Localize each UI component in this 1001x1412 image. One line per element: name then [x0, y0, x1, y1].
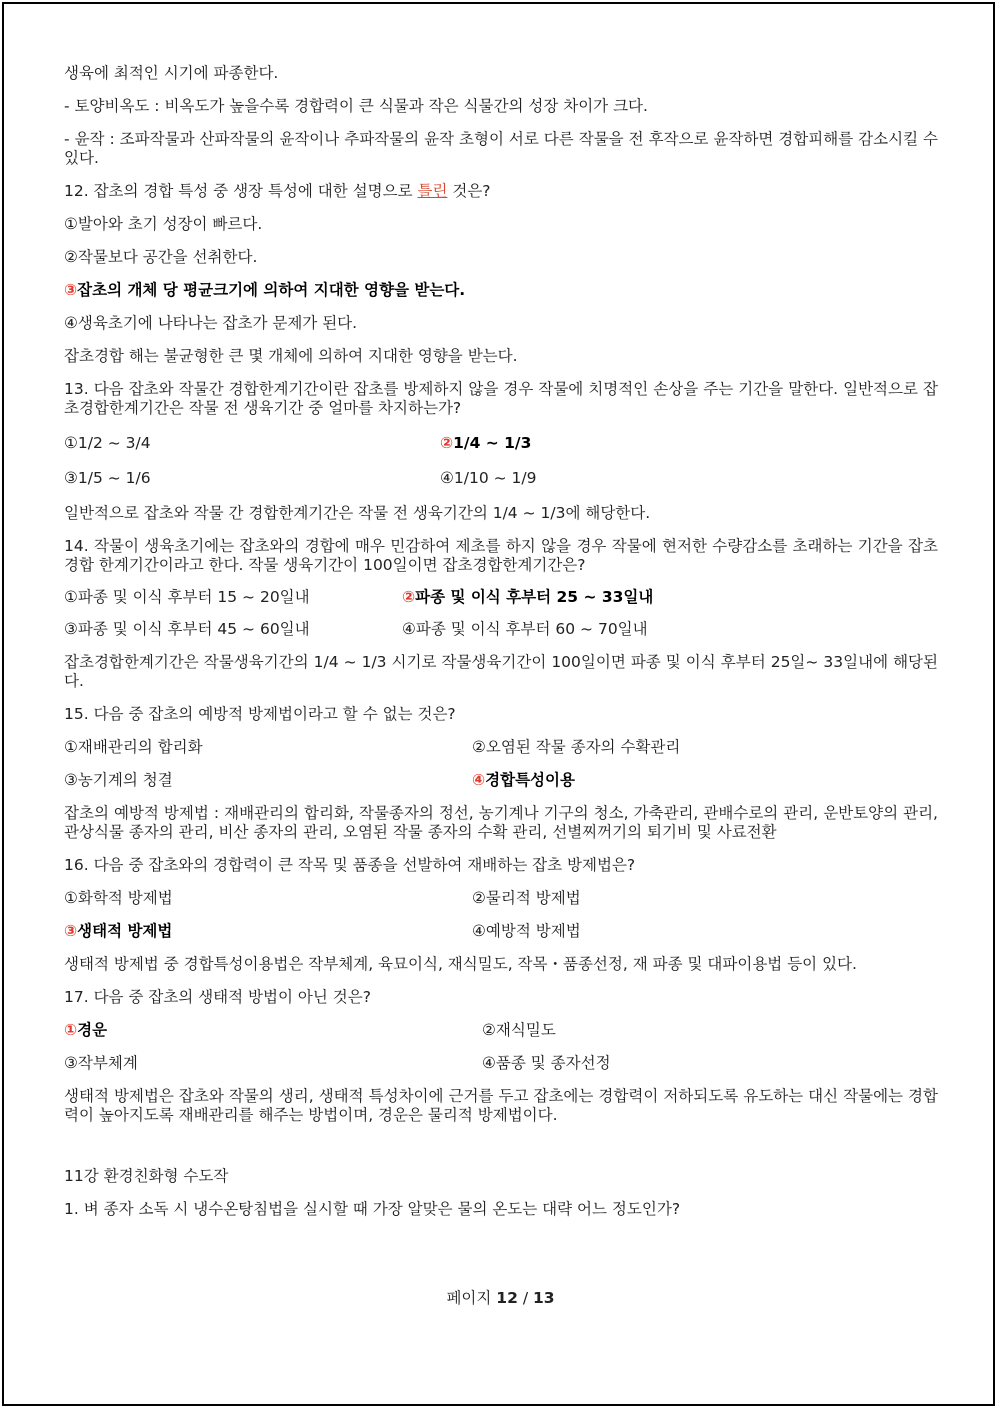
option-row [64, 620, 938, 639]
option-answer: ③생태적 방제법 [64, 922, 173, 940]
explanation: 잡초의 예방적 방제법 : 재배관리의 합리화, 작물종자의 정선, 농기계나 기구의 청소, 가축관리, 관배수로의 관리, 운반토양의 관리, 관상식물 종자의 관리, 비산 종자의 관리, 오염된 작물 종자의 수확 관리, 선별찌꺼기의 퇴기비 및 사료전환 [64, 804, 938, 841]
highlight-word: 틀린 [417, 182, 448, 200]
option-row [64, 922, 938, 941]
option-answer: ③잡초의 개체 당 평균크기에 의하여 지대한 영향을 받는다. [64, 281, 466, 299]
option: ④생육초기에 나타나는 잡초가 문제가 된다. [64, 314, 358, 332]
text-line: 생육에 최적인 시기에 파종한다. [64, 64, 279, 82]
section-title: 11강 환경친화형 수도작 [64, 1167, 229, 1185]
option: ①재배관리의 합리화 [64, 738, 203, 756]
question-1-stem: 1. 벼 종자 소독 시 냉수온탕침법을 실시할 때 가장 알맞은 물의 온도는 대략 어느 정도인가? [64, 1200, 681, 1218]
explanation: 잡초경합 해는 불균형한 큰 몇 개체에 의하여 지대한 영향을 받는다. [64, 347, 518, 365]
option: ④예방적 방제법 [472, 922, 581, 940]
option: ②물리적 방제법 [472, 889, 581, 907]
explanation: 생태적 방제법 중 경합특성이용법은 작부체계, 육묘이식, 재식밀도, 작목・품종선정, 재 파종 및 대파이용법 등이 있다. [64, 955, 857, 973]
question-12-stem: 12. 잡초의 경합 특성 중 생장 특성에 대한 설명으로 틀린 것은? [64, 182, 491, 200]
text-line: - 토양비옥도 : 비옥도가 높을수록 경합력이 큰 식물과 작은 식물간의 성장 차이가 크다. [64, 97, 648, 115]
option: ③농기계의 청결 [64, 771, 173, 789]
option-row [64, 889, 938, 908]
question-15-stem: 15. 다음 중 잡초의 예방적 방제법이라고 할 수 없는 것은? [64, 705, 456, 723]
explanation: 생태적 방제법은 잡초와 작물의 생리, 생태적 특성차이에 근거를 두고 잡초에는 경합력이 저하되도록 유도하는 대신 작물에는 경합력이 높아지도록 재배관리를 해주는 방법이며, 경운은 물리적 방제법이다. [64, 1087, 938, 1124]
question-16-stem: 16. 다음 중 잡초와의 경합력이 큰 작목 및 품종을 선발하여 재배하는 잡초 방제법은? [64, 856, 636, 874]
option-row [64, 588, 938, 607]
option: ④파종 및 이식 후부터 60 ~ 70일내 [402, 620, 648, 638]
option-row [64, 771, 938, 790]
question-17-stem: 17. 다음 중 잡초의 생태적 방법이 아닌 것은? [64, 988, 371, 1006]
answer-mark: ③ [64, 922, 78, 940]
question-14-stem: 14. 작물이 생육초기에는 잡초와의 경합에 매우 민감하여 제초를 하지 않을 경우 작물에 현저한 수량감소를 초래하는 기간을 잡초경합 한계기간이라고 한다. 작물 생육기간이 100일이면 잡초경합한계기간은? [64, 537, 938, 574]
page-footer [0, 1286, 1001, 1308]
answer-mark: ① [64, 1021, 78, 1039]
option: ②오염된 작물 종자의 수확관리 [472, 738, 681, 756]
answer-mark: ② [402, 588, 416, 606]
answer-mark: ② [440, 434, 454, 452]
option: ①화학적 방제법 [64, 889, 173, 907]
option-answer: ②1/4 ~ 1/3 [440, 434, 532, 452]
option: ①1/2 ~ 3/4 [64, 434, 151, 452]
option: ②작물보다 공간을 선취한다. [64, 248, 258, 266]
option-row [64, 469, 938, 488]
page-separator: / [522, 1289, 529, 1307]
option: ①파종 및 이식 후부터 15 ~ 20일내 [64, 588, 310, 606]
page-current: 12 [496, 1289, 518, 1307]
option: ②재식밀도 [482, 1021, 556, 1039]
option-row [64, 434, 938, 453]
option-answer: ①경운 [64, 1021, 108, 1039]
option: ③1/5 ~ 1/6 [64, 469, 151, 487]
option-row [64, 1054, 938, 1073]
text-line: - 윤작 : 조파작물과 산파작물의 윤작이나 추파작물의 윤작 초형이 서로 다른 작물을 전 후작으로 윤작하면 경합피해를 감소시킬 수 있다. [64, 130, 938, 167]
page-label: 페이지 [446, 1289, 492, 1307]
option-row [64, 738, 938, 757]
question-13-stem: 13. 다음 잡초와 작물간 경합한계기간이란 잡초를 방제하지 않을 경우 작물에 치명적인 손상을 주는 기간을 말한다. 일반적으로 잡초경합한계기간은 작물 전 생육기간 중 얼마를 차지하는가? [64, 380, 938, 417]
option: ④1/10 ~ 1/9 [440, 469, 537, 487]
option-row [64, 1021, 938, 1040]
explanation: 일반적으로 잡초와 작물 간 경합한계기간은 작물 전 생육기간의 1/4 ~ 1/3에 해당한다. [64, 504, 651, 522]
explanation: 잡초경합한계기간은 작물생육기간의 1/4 ~ 1/3 시기로 작물생육기간이 100일이면 파종 및 이식 후부터 25일~ 33일내에 해당된다. [64, 653, 938, 690]
answer-mark: ③ [64, 281, 78, 299]
document-body [64, 64, 938, 1219]
option: ④품종 및 종자선정 [482, 1054, 611, 1072]
option-answer: ④경합특성이용 [472, 771, 575, 789]
option: ①발아와 초기 성장이 빠르다. [64, 215, 263, 233]
option: ③파종 및 이식 후부터 45 ~ 60일내 [64, 620, 310, 638]
option: ③작부체계 [64, 1054, 138, 1072]
page-total: 13 [532, 1289, 555, 1307]
option-answer: ②파종 및 이식 후부터 25 ~ 33일내 [402, 588, 654, 606]
answer-mark: ④ [472, 771, 486, 789]
